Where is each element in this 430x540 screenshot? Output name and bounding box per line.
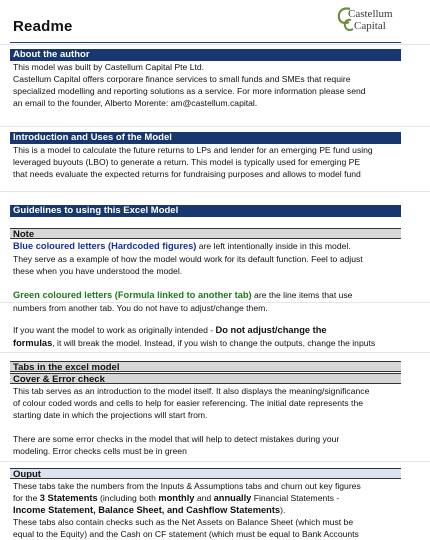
note-warning-line-2 — [13, 337, 403, 349]
section-header-intro: Introduction and Uses of the Model — [10, 132, 401, 144]
output-text: for the — [13, 493, 40, 503]
page-title: Readme — [13, 18, 73, 35]
about-line: Castellum Capital offers corporare finance services to small funds and SMEs that require — [13, 74, 351, 84]
output-line-statements — [13, 492, 403, 504]
note-line: numbers from another tab. You do not have to adjust/change them. — [13, 303, 268, 313]
logo-text-line1: Castellum — [348, 8, 393, 20]
gridline — [0, 126, 430, 127]
green-letters-label: Green coloured letters (Formula linked to another tab) — [13, 290, 252, 300]
about-line: an email to the founder, Alberto Morente: am@castellum.capital. — [13, 98, 258, 108]
statement-names-bold: Income Statement, Balance Sheet, and Cashflow Statements — [13, 505, 281, 515]
intro-line: This is a model to calculate the future returns to LPs and lender for an emerging PE fund using — [13, 145, 373, 155]
note-warning-line — [13, 324, 403, 336]
subheader-cover: Cover & Error check — [10, 373, 401, 384]
output-line: equal to the Equity) and the Cash on CF statement (which must be equal to Bank Accounts — [13, 529, 359, 539]
output-line: These tabs also contain checks such as the Net Assets on Balance Sheet (which must be — [13, 517, 354, 527]
about-line: This model was built by Castellum Capital Pte Ltd. — [13, 62, 205, 72]
title-rule — [10, 42, 401, 43]
gridline — [0, 191, 430, 192]
subheader-output: Ouput — [10, 468, 401, 479]
intro-line: leveraged buyouts (LBO) to generate a return. This model is typically used for emerging PE — [13, 157, 361, 167]
warning-text: If you want the model to work as originally intended - — [13, 325, 216, 335]
output-line-names — [13, 504, 403, 516]
error-line: There are some error checks in the model that will help to detect mistakes during your — [13, 434, 340, 444]
section-header-guidelines: Guidelines to using this Excel Model — [10, 205, 401, 217]
cover-line: This tab serves as an introduction to the model itself. It also displays the meaning/significance — [13, 386, 370, 396]
blue-letters-label: Blue coloured letters (Hardcoded figures) — [13, 241, 197, 251]
output-text: Financial Statements - — [251, 493, 340, 503]
monthly-bold: monthly — [158, 493, 195, 503]
gridline — [0, 461, 430, 462]
output-text: ). — [280, 505, 286, 515]
castellum-logo — [336, 5, 396, 35]
intro-line: that needs evaluate the expected returns for fundraising purposes and allows to model fund — [13, 169, 361, 179]
annually-bold: annually — [213, 493, 252, 503]
warning-bold-text: Do not adjust/change the — [215, 325, 327, 335]
green-letters-text: are the line items that use — [251, 290, 353, 300]
note-green-line — [13, 289, 403, 301]
note-blue-line — [13, 240, 403, 252]
output-text: (including both — [97, 493, 159, 503]
cover-line: starting date in which the projections will start from. — [13, 410, 208, 420]
logo-text-line2: Capital — [354, 20, 386, 32]
output-text: and — [194, 493, 214, 503]
subheader-note: Note — [10, 228, 401, 239]
section-header-about: About the author — [10, 49, 401, 61]
output-line: These tabs take the numbers from the Inputs & Assumptions tabs and churn out key figures — [13, 481, 361, 491]
cover-line: of colour coded words and cells to help for easier referencing. The initial date represents the — [13, 398, 363, 408]
error-line: modeling. Error checks cells must be in green — [13, 446, 187, 456]
about-line: specialized modelling and reporting solutions as a service. For more information please send — [13, 86, 366, 96]
gridline — [0, 44, 430, 45]
note-line: They serve as a example of how the model would work for its default function. Feel to adjust — [13, 254, 363, 264]
subheader-tabs: Tabs in the excel model — [10, 361, 401, 372]
blue-letters-text: are left intentionally inside in this model. — [196, 241, 351, 251]
note-line: these when you have understood the model. — [13, 266, 183, 276]
formulas-bold-text: formulas — [13, 338, 53, 348]
three-statements-bold: 3 Statements — [39, 493, 98, 503]
warning-rest-text: , it will break the model. Instead, if you wish to change the outputs, change the inputs — [52, 338, 376, 348]
gridline — [0, 352, 430, 353]
